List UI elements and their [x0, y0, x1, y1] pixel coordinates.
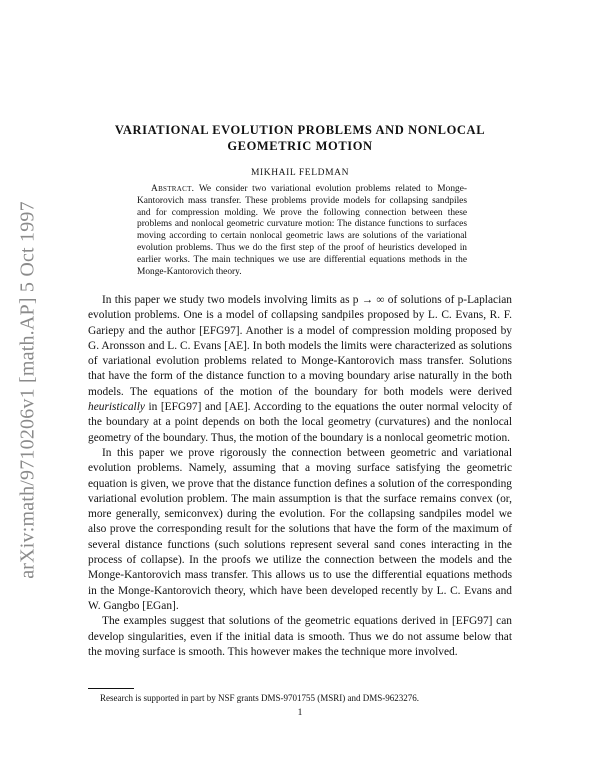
footnote: Research is supported in part by NSF grants DMS-9701755 (MSRI) and DMS-9623276. — [100, 693, 419, 703]
paragraph-1-emphasis: heuristically — [88, 401, 145, 414]
abstract-text: We consider two variational evolution problems related to Monge-Kantorovich mass transfer. These problems provide models for collapsing sandpiles and for compression molding. We prove the following connection between these problems and nonlocal geometric curvature motion: The distance functions to surfaces moving according to certain nonlocal geometric laws are solutions of the variational evolution problems. Thus we do the first step of the proof of heuristics developed in earlier works. The main techniques we use are differential equations methods in the Monge-Kantorovich theory. — [137, 184, 467, 277]
arxiv-identifier-stamp — [8, 180, 48, 600]
abstract-label: Abstract. — [151, 184, 195, 194]
footnote-divider — [88, 688, 134, 689]
body-text — [88, 293, 512, 660]
paragraph-1 — [88, 293, 512, 446]
title-line-2: GEOMETRIC MOTION — [227, 139, 373, 153]
paper-title — [90, 122, 510, 154]
author-name: MIKHAIL FELDMAN — [250, 168, 350, 178]
paragraph-1-part-b: in [EFG97] and [AE]. According to the equations the outer normal velocity of the boundary at a point depends on both the local geometry (curvatures) and the nonlocal geometry of the boundary. Thus, the motion of the boundary is a nonlocal geometric motion. — [88, 401, 512, 444]
arxiv-identifier-text: arXiv:math/9710206v1 [math.AP] 5 Oct 1997 — [16, 201, 39, 579]
paragraph-3: The examples suggest that solutions of the geometric equations derived in [EFG97] can develop singularities, even if the initial data is smooth. Thus we do not assume below that the moving surface is smooth. This however makes the technique more involved. — [88, 615, 512, 658]
paragraph-1-part-a: In this paper we study two models involving limits as p → ∞ of solutions of p-Laplacian evolution problems. One is a model of collapsing sandpiles proposed by L. C. Evans, R. F. Gariepy and the author [EFG97]. Another is a model of compression molding proposed by G. Aronsson and L. C. Evans [AE]. In both models the limits were characterized as solutions of variational evolution problems related to Monge-Kantorovich mass transfer. Solutions that have the form of the distance function to a moving boundary arise naturally in the both models. The equations of the motion of the boundary for both models were derived — [88, 294, 512, 398]
title-line-1: VARIATIONAL EVOLUTION PROBLEMS AND NONLOCAL — [114, 123, 486, 137]
page-number: 1 — [297, 708, 303, 718]
paragraph-2: In this paper we prove rigorously the connection between geometric and variational evolution problems. Namely, assuming that a moving surface satisfying the geometric equation is given, we prove that the distance function defines a solution of the corresponding variational evolution problem. The main assumption is that the surface remains convex (or, more generally, semiconvex) during the evolution. For the collapsing sandpiles model we also prove the corresponding result for the solutions that have the form of the maximum of several distance functions (such solutions represent several sand cones interacting in the process of collapse). In the proofs we utilize the connection between the models and the Monge-Kantorovich mass transfer. This allows us to use the differential equations methods in the Monge-Kantorovich theory, which have been developed recently by L. C. Evans and W. Gangbo [EGan]. — [88, 446, 512, 612]
abstract — [137, 184, 467, 278]
